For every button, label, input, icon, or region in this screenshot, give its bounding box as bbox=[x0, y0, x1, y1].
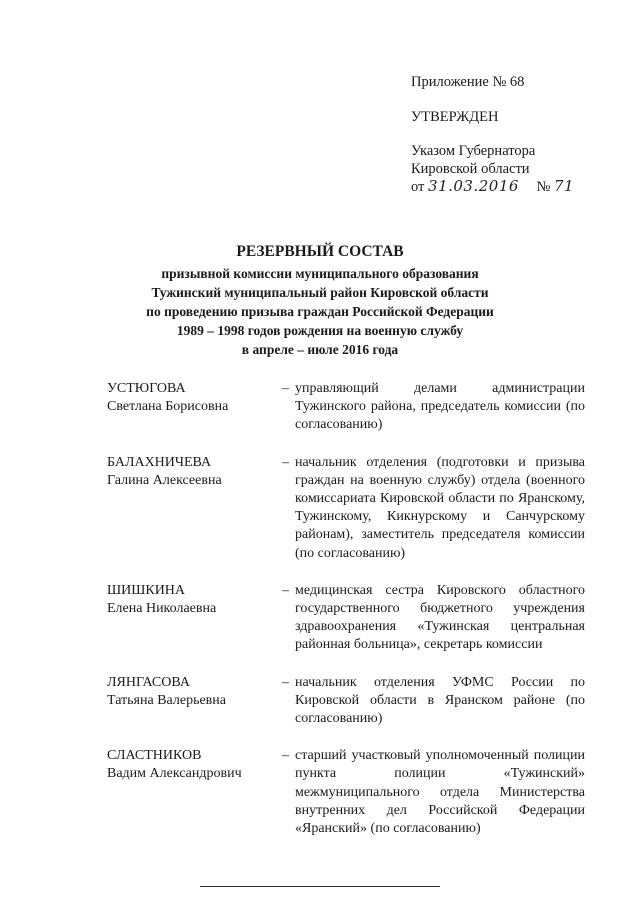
member-name bbox=[107, 380, 282, 435]
dash: – bbox=[282, 454, 289, 470]
member-entry bbox=[107, 454, 587, 563]
from-label: от bbox=[411, 179, 425, 195]
handwritten-number: 71 bbox=[554, 177, 575, 195]
member-given-name: Галина Алексеевна bbox=[107, 472, 222, 488]
member-surname: ШИШКИНА bbox=[107, 582, 186, 598]
appendix-number: Приложение № 68 bbox=[411, 74, 525, 90]
member-entry bbox=[107, 582, 587, 655]
member-surname: УСТЮГОВА bbox=[107, 381, 186, 396]
member-name bbox=[107, 747, 282, 838]
handwritten-date: 31.03.2016 bbox=[428, 177, 519, 195]
member-entry bbox=[107, 380, 587, 435]
title-line-5: в апреле – июле 2016 года bbox=[241, 342, 399, 357]
member-role: начальник отделения (подготовки и призыва граждан на военную службу) отдела (военного комиссариата Кировской области по Яранскому, Тужинскому, Кикнурскому и Санчурскому районам), заместитель председателя комиссии (по согласованию) bbox=[295, 454, 585, 561]
member-name bbox=[107, 454, 282, 563]
dash: – bbox=[282, 748, 289, 764]
member-given-name: Светлана Борисовна bbox=[107, 399, 229, 415]
member-entry bbox=[107, 674, 587, 729]
member-list bbox=[107, 380, 587, 857]
member-given-name: Вадим Александрович bbox=[107, 766, 242, 782]
dash: – bbox=[282, 582, 289, 598]
member-role: начальник отделения УФМС России по Кировской области в Яранском районе (по согласованию) bbox=[295, 674, 585, 727]
decree-line-2: Кировской области bbox=[411, 160, 530, 177]
decree-line-1: Указом Губернатора bbox=[411, 143, 536, 159]
document-title bbox=[100, 242, 540, 359]
title-line-3: по проведению призыва граждан Российской Федерации bbox=[146, 304, 494, 319]
title-line-4: 1989 – 1998 годов рождения на военную службу bbox=[176, 323, 464, 338]
approved-heading: УТВЕРЖДЕН bbox=[411, 108, 499, 125]
member-role: управляющий делами администрации Тужинского района, председатель комиссии (по согласованию) bbox=[295, 381, 585, 433]
member-name bbox=[107, 582, 282, 655]
member-surname: ЛЯНГАСОВА bbox=[107, 674, 190, 690]
member-name bbox=[107, 674, 282, 729]
dash: – bbox=[282, 381, 289, 396]
title-line-1: призывной комиссии муниципального образования bbox=[161, 266, 479, 281]
member-entry bbox=[107, 747, 587, 838]
member-surname: БАЛАХНИЧЕВА bbox=[107, 454, 212, 470]
member-given-name: Елена Николаевна bbox=[107, 601, 217, 617]
member-role: старший участковый уполномоченный полиции пункта полиции «Тужинский» межмуниципального отдела Министерства внутренних дел Российской Федерации «Яранский» (по согласованию) bbox=[295, 748, 585, 837]
member-role: медицинская сестра Кировского областного государственного бюджетного учреждения здравоохранения «Тужинская центральная районная больница», секретарь комиссии bbox=[295, 582, 585, 653]
member-surname: СЛАСТНИКОВ bbox=[107, 748, 202, 764]
dash: – bbox=[282, 674, 289, 690]
number-label: № bbox=[536, 179, 551, 195]
title-line-2: Тужинский муниципальный район Кировской области bbox=[151, 285, 489, 300]
decree-date-line bbox=[411, 178, 611, 197]
title-main: РЕЗЕРВНЫЙ СОСТАВ bbox=[236, 243, 404, 260]
bottom-rule bbox=[200, 886, 440, 887]
approval-block bbox=[411, 74, 611, 197]
member-given-name: Татьяна Валерьевна bbox=[107, 692, 226, 708]
